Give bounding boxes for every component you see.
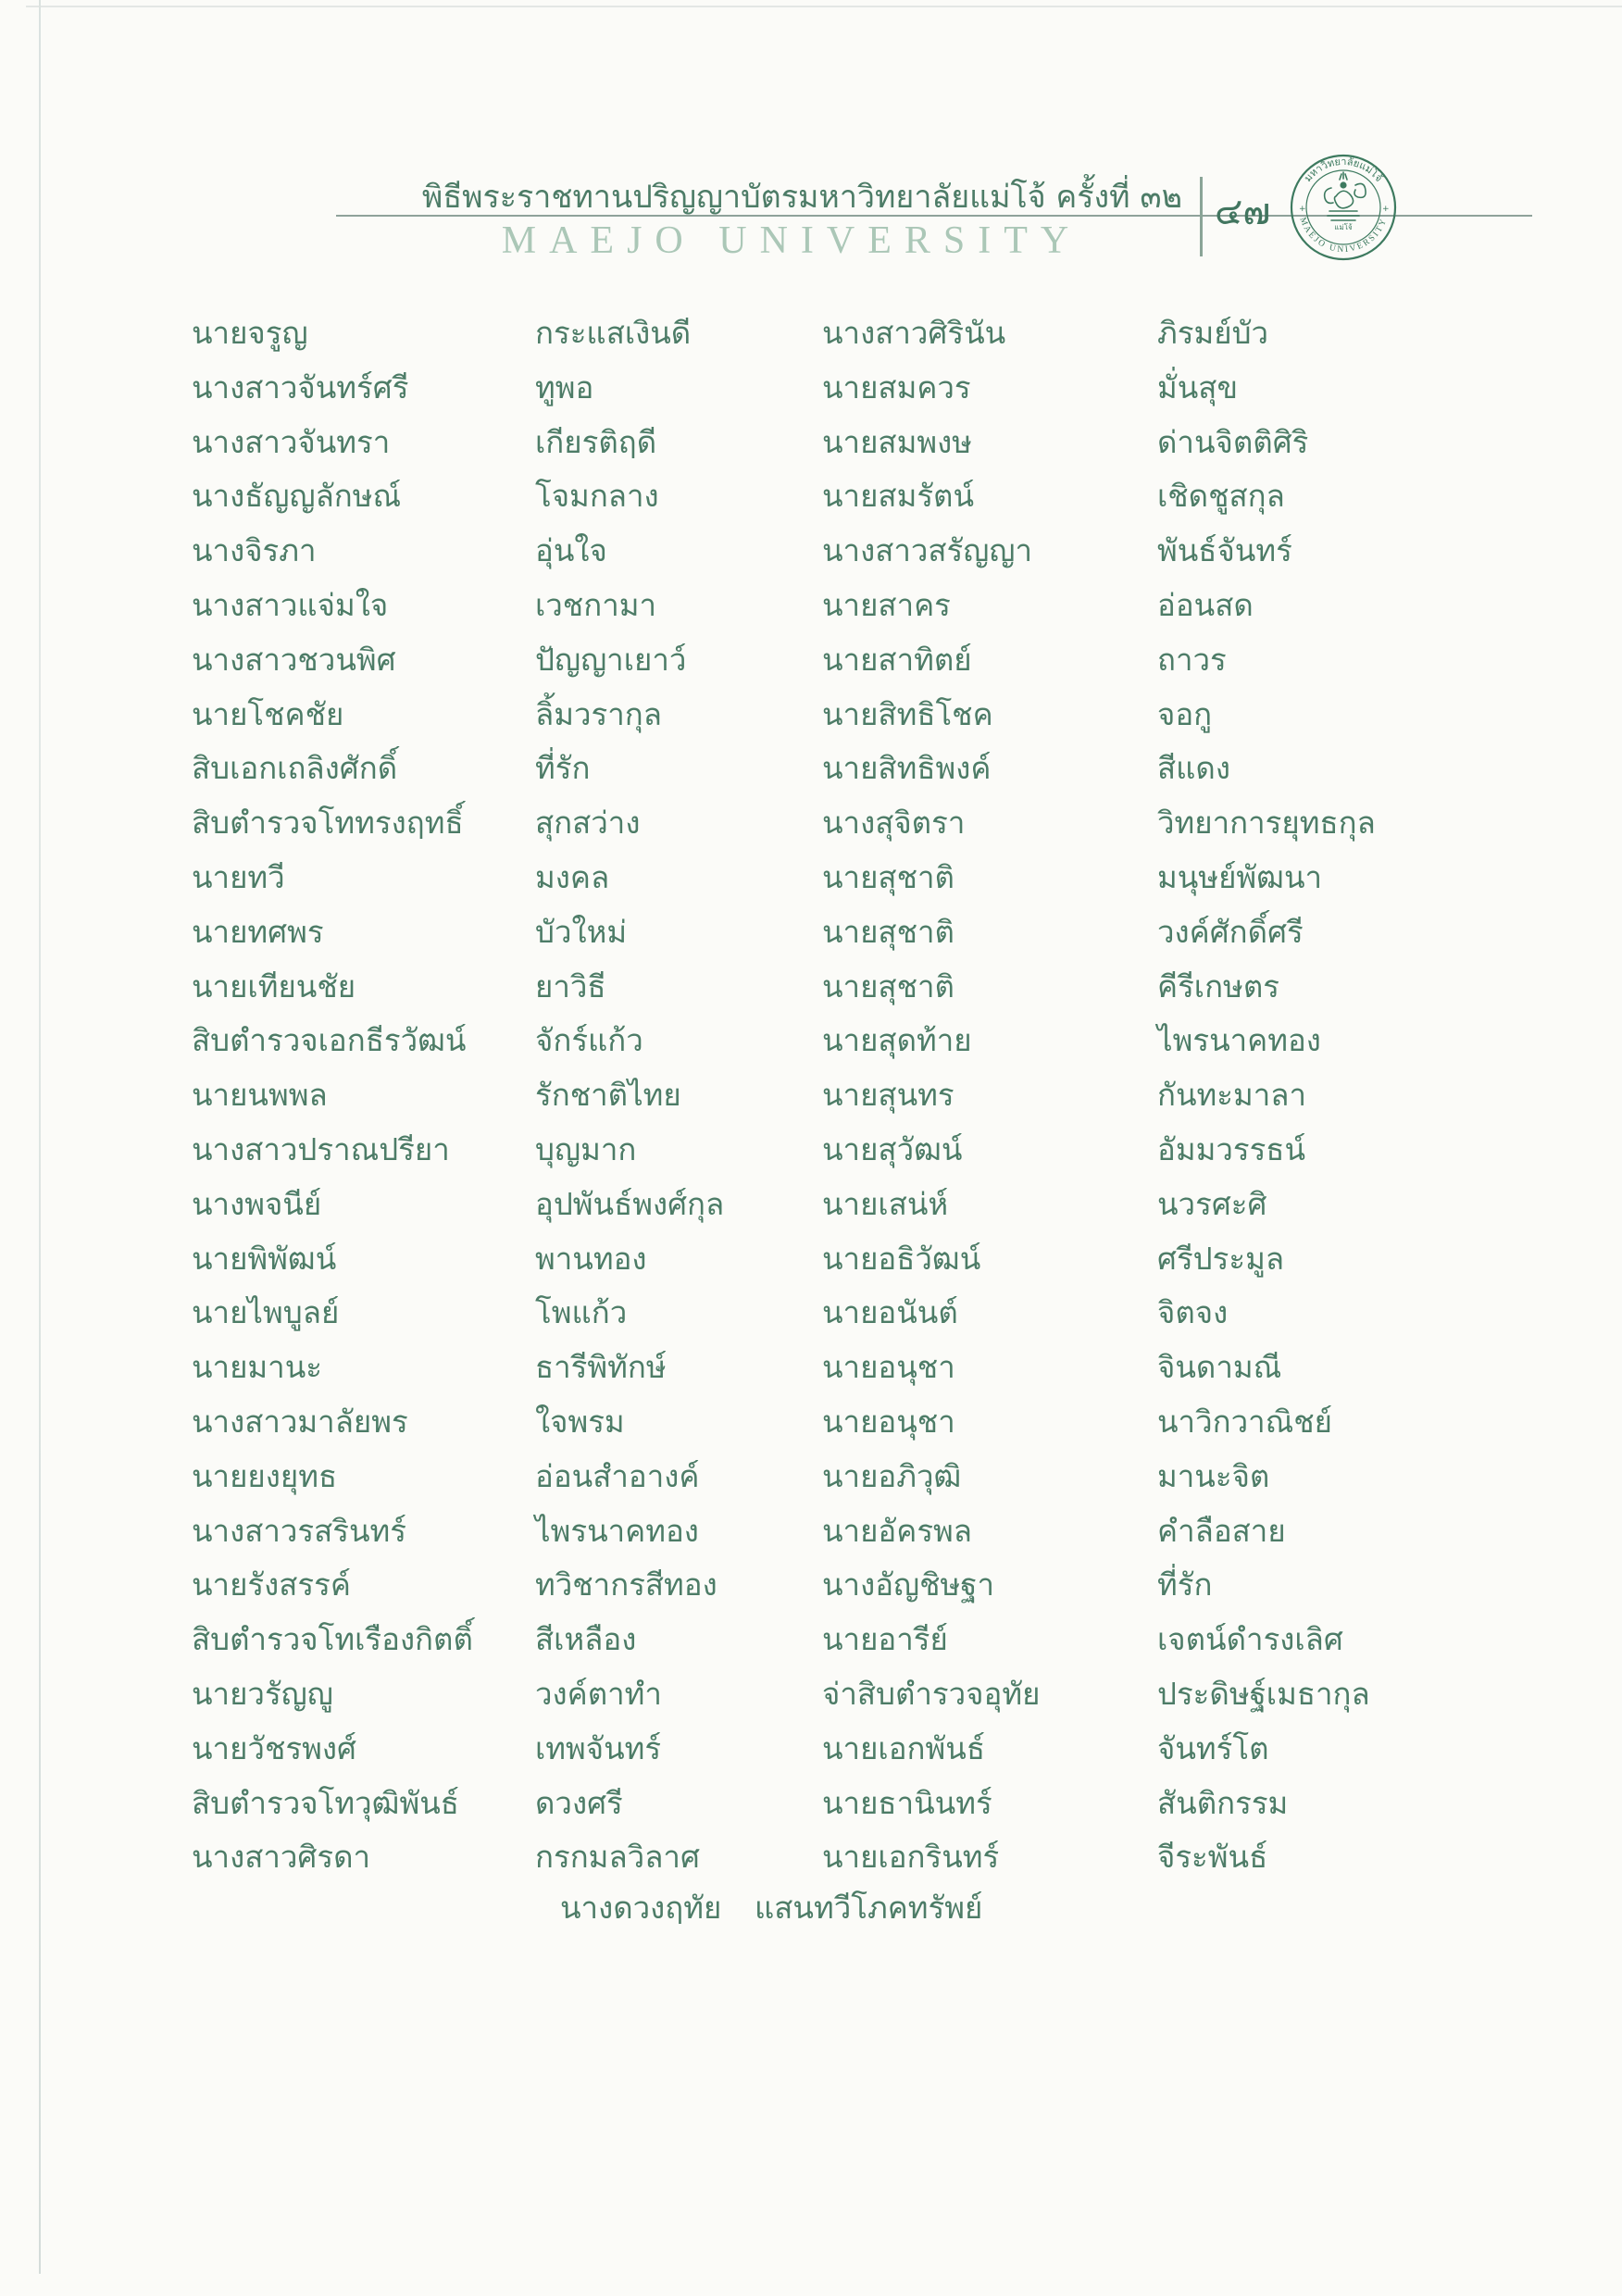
header-divider-bar	[1200, 177, 1203, 256]
given-name: นางจิรภา	[192, 532, 317, 568]
surname: ประดิษฐ์เมธากุล	[1157, 1676, 1370, 1712]
scan-artifact-top-line	[26, 6, 1622, 7]
surname: สีแดง	[1157, 750, 1230, 786]
surname: จักร์แก้ว	[535, 1022, 643, 1058]
surname: ใจพรม	[535, 1404, 625, 1440]
surname: ด่านจิตติศิริ	[1157, 424, 1309, 460]
surname: วงค์ตาทำ	[535, 1676, 662, 1712]
given-name: นางพจนีย์	[192, 1186, 322, 1222]
given-name: นายมานะ	[192, 1349, 322, 1385]
seal-bottom-text: MAEJO UNIVERSITY	[1297, 216, 1390, 256]
given-name: นางสาวปราณปรียา	[192, 1131, 450, 1167]
given-name: นายสมรัตน์	[822, 478, 975, 514]
surname: สันติกรรม	[1157, 1785, 1289, 1821]
given-name: นายอธิวัฒน์	[822, 1241, 981, 1277]
surname: จิตจง	[1157, 1294, 1229, 1330]
given-name: นายวัชรพงศ์	[192, 1730, 356, 1766]
surname: มั่นสุข	[1157, 369, 1239, 406]
given-name: นางดวงฤทัย	[560, 1890, 722, 1926]
surname: อุ่นใจ	[535, 532, 607, 568]
surname: ทวิชากรสีทอง	[535, 1566, 717, 1603]
seal-left-cross: +	[1299, 205, 1306, 214]
given-name: นายสุชาติ	[822, 968, 954, 1004]
surname: ดวงศรี	[535, 1785, 623, 1821]
given-name: นายอนุชา	[822, 1404, 955, 1440]
surname: ปัญญาเยาว์	[535, 642, 687, 678]
surname: มนุษย์พัฒนา	[1157, 859, 1323, 895]
surname: นวรศะศิ	[1157, 1186, 1267, 1222]
given-name: นายวรัญญู	[192, 1676, 333, 1712]
surname: สีเหลือง	[535, 1621, 637, 1657]
surname: ภิรมย์บัว	[1157, 315, 1269, 351]
given-name: นายพิพัฒน์	[192, 1241, 337, 1277]
surname: วงค์ศักดิ์ศรี	[1157, 914, 1304, 950]
given-name: นายนพพล	[192, 1077, 328, 1113]
given-name: สิบตำรวจโทเรืองกิตติ์	[192, 1621, 473, 1657]
given-name: นางสาวชวนพิศ	[192, 642, 396, 678]
given-name: นายเอกพันธ์	[822, 1730, 985, 1766]
given-name: นายอนันต์	[822, 1294, 958, 1330]
surname: คำลือสาย	[1157, 1513, 1286, 1549]
given-name: สิบตำรวจเอกธีรวัฒน์	[192, 1022, 467, 1058]
surname: สุกสว่าง	[535, 805, 641, 841]
surname: มานะจิต	[1157, 1458, 1270, 1494]
given-name: นางสุจิตรา	[822, 805, 966, 841]
surname: ไพรนาคทอง	[1157, 1022, 1321, 1058]
surname: อ่อนสด	[1157, 587, 1254, 623]
given-name: นางสาวมาลัยพร	[192, 1404, 408, 1440]
surname: อ่อนสำอางค์	[535, 1458, 700, 1494]
seal-ribbon-text: แม่โจ้	[1334, 223, 1353, 231]
given-name: นายจรูญ	[192, 315, 308, 351]
university-name-watermark: MAEJO UNIVERSITY	[501, 219, 1082, 262]
surname: ทูพอ	[535, 369, 594, 406]
surname: เชิดชูสกุล	[1157, 478, 1285, 514]
given-name: สิบเอกเถลิงศักดิ์	[192, 750, 398, 786]
surname: บัวใหม่	[535, 914, 628, 950]
seal-top-text: มหาวิทยาลัยแม่โจ้	[1302, 155, 1386, 184]
given-name: นายสาคร	[822, 587, 951, 623]
given-name: นางสาวศิรินัน	[822, 315, 1006, 351]
surname: นาวิกวาณิชย์	[1157, 1404, 1333, 1440]
given-name: นายทวี	[192, 859, 285, 895]
given-name: นายสิทธิพงค์	[822, 750, 992, 786]
surname: อัมมวรรธน์	[1157, 1131, 1306, 1167]
surname: ลิ้มวรากุล	[535, 696, 662, 732]
given-name: นายสมพงษ	[822, 424, 972, 460]
surname: มงคล	[535, 859, 610, 895]
given-name: นายสิทธิโชค	[822, 696, 993, 732]
given-name: นายสุนทร	[822, 1077, 954, 1113]
given-name: นายเสน่ห์	[822, 1186, 949, 1222]
surname: จีระพันธ์	[1157, 1839, 1268, 1875]
surname: คีรีเกษตร	[1157, 968, 1279, 1004]
given-name: นายอภิวุฒิ	[822, 1458, 962, 1494]
surname: แสนทวีโภคทรัพย์	[755, 1890, 983, 1926]
given-name: นายสาทิตย์	[822, 642, 972, 678]
university-seal-icon	[1288, 152, 1399, 263]
given-name: นายสุชาติ	[822, 914, 954, 950]
surname: ไพรนาคทอง	[535, 1513, 699, 1549]
surname: กรกมลวิลาศ	[535, 1839, 700, 1875]
given-name: นายโชคชัย	[192, 696, 344, 732]
surname: ถาวร	[1157, 642, 1227, 678]
given-name: นายอารีย์	[822, 1621, 948, 1657]
given-name: สิบตำรวจโททรงฤทธิ์	[192, 805, 464, 841]
given-name: นางสาวสรัญญา	[822, 532, 1033, 568]
page-number: ๔๗	[1215, 191, 1271, 233]
surname: โจมกลาง	[535, 478, 659, 514]
given-name: สิบตำรวจโทวุฒิพันธ์	[192, 1785, 459, 1821]
given-name: นายสมควร	[822, 369, 971, 406]
surname: จันทร์โต	[1157, 1730, 1269, 1766]
given-name: นายสุดท้าย	[822, 1022, 972, 1058]
given-name: นางสาวจันทร์ศรี	[192, 369, 409, 406]
surname: พันธ์จันทร์	[1157, 532, 1292, 568]
given-name: นางธัญญลักษณ์	[192, 478, 402, 514]
given-name: นายยงยุทธ	[192, 1458, 338, 1494]
surname: โพแก้ว	[535, 1294, 628, 1330]
page-title: พิธีพระราชทานปริญญาบัตรมหาวิทยาลัยแม่โจ้ ครั้งที่ ๓๒	[421, 179, 1182, 216]
given-name: นางสาวศิรดา	[192, 1839, 371, 1875]
given-name: นางสาวรสรินทร์	[192, 1513, 407, 1549]
surname: จินดามณี	[1157, 1349, 1282, 1385]
surname: รักชาติไทย	[535, 1077, 681, 1113]
surname: เจตน์ดำรงเลิศ	[1157, 1621, 1343, 1657]
seal-right-cross: +	[1382, 205, 1390, 214]
surname: กระแสเงินดี	[535, 315, 692, 351]
given-name: นายสุชาติ	[822, 859, 954, 895]
surname: อุปพันธ์พงศ์กุล	[535, 1186, 725, 1222]
scan-artifact-left-line	[39, 0, 41, 2274]
surname: บุญมาก	[535, 1131, 637, 1167]
given-name: นายทศพร	[192, 914, 324, 950]
surname: เกียรติฤดี	[535, 424, 657, 460]
surname: ศรีประมูล	[1157, 1241, 1285, 1277]
surname: ยาวิธี	[535, 968, 606, 1004]
given-name: นายรังสรรค์	[192, 1566, 351, 1603]
given-name: นายเอกรินทร์	[822, 1839, 1000, 1875]
given-name: นายเทียนชัย	[192, 968, 356, 1004]
surname: เทพจันทร์	[535, 1730, 662, 1766]
seal-emblem	[1325, 172, 1366, 231]
surname: ที่รัก	[1157, 1566, 1213, 1603]
surname: กันทะมาลา	[1157, 1077, 1307, 1113]
given-name: นางสาวแจ่มใจ	[192, 587, 389, 623]
given-name: จ่าสิบตำรวจอุทัย	[822, 1676, 1041, 1712]
given-name: นายไพบูลย์	[192, 1294, 340, 1330]
given-name: นายอนุชา	[822, 1349, 955, 1385]
surname: ที่รัก	[535, 750, 591, 786]
given-name: นายอัครพล	[822, 1513, 973, 1549]
given-name: นายธานินทร์	[822, 1785, 992, 1821]
given-name: นางสาวจันทรา	[192, 424, 391, 460]
surname: พานทอง	[535, 1241, 647, 1277]
surname: วิทยาการยุทธกุล	[1157, 805, 1376, 841]
surname: จอกู	[1157, 696, 1213, 732]
given-name: นางอัญชิษฐา	[822, 1566, 995, 1603]
given-name: นายสุวัฒน์	[822, 1131, 963, 1167]
surname: เวชกามา	[535, 587, 657, 623]
surname: ธารีพิทักษ์	[535, 1349, 667, 1385]
